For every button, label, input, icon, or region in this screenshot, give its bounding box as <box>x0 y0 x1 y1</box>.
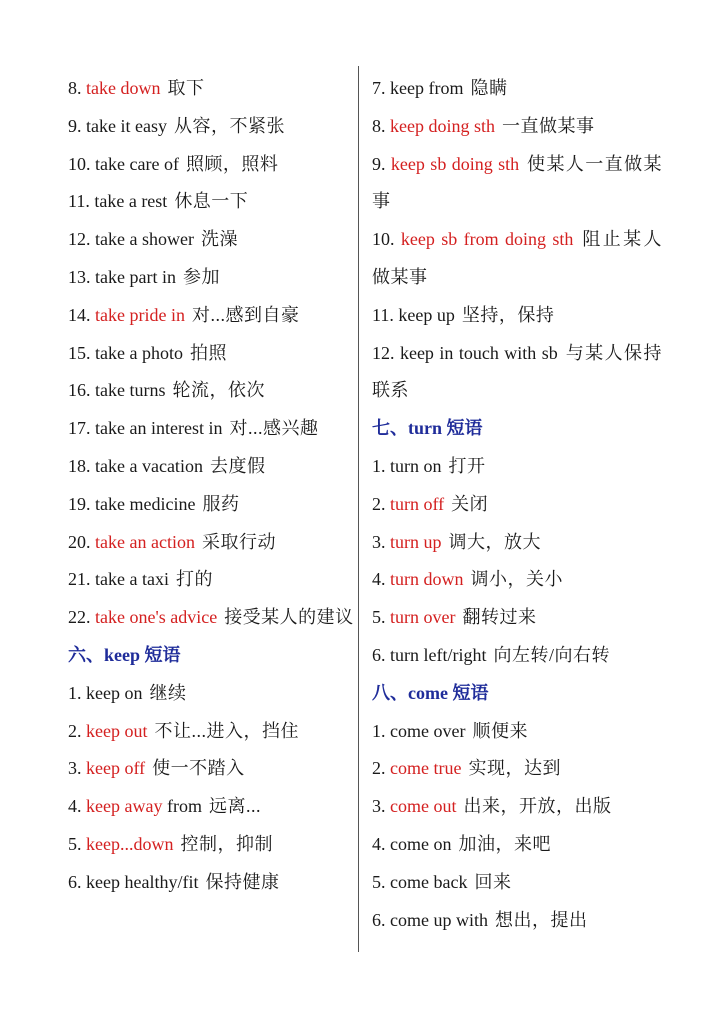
list-item: 7. keep from 隐瞒 <box>372 78 508 98</box>
turn-phrase-list <box>372 448 662 675</box>
list-item: 4. keep away from 远离... <box>68 796 261 817</box>
list-item: 6. turn left/right 向左转/向右转 <box>372 644 610 665</box>
right-column <box>372 70 662 939</box>
come-phrase-list <box>372 713 662 940</box>
list-item: 1. turn on 打开 <box>372 455 486 476</box>
list-item: 9. take it easy 从容，不紧张 <box>68 115 285 136</box>
list-item: 11. take a rest 休息一下 <box>68 191 249 212</box>
list-item: 18. take a vacation 去度假 <box>68 455 266 476</box>
list-item: 3. keep off 使一不踏入 <box>68 758 245 779</box>
column-divider <box>358 66 359 952</box>
list-item: 8. take down 取下 <box>68 78 205 98</box>
list-item: 5. come back 回来 <box>372 871 512 892</box>
list-item: 19. take medicine 服药 <box>68 493 240 514</box>
list-item: 5. turn over 翻转过来 <box>372 607 537 628</box>
list-item: 1. come over 顺便来 <box>372 720 528 741</box>
list-item: 13. take part in 参加 <box>68 266 220 287</box>
keep-phrase-list-continued <box>372 70 662 410</box>
list-item: 17. take an interest in 对...感兴趣 <box>68 418 319 439</box>
list-item: 2. keep out 不让...进入，挡住 <box>68 720 299 741</box>
list-item: 2. come true 实现，达到 <box>372 758 561 779</box>
list-item: 12. keep in touch with sb 与某人保持联系 <box>372 342 663 401</box>
list-item: 3. turn up 调大，放大 <box>372 531 541 552</box>
list-item: 4. come on 加油，来吧 <box>372 833 551 854</box>
section-heading-keep: 六、keep 短语 <box>68 644 181 665</box>
list-item: 6. come up with 想出，提出 <box>372 909 588 930</box>
list-item: 5. keep...down 控制，抑制 <box>68 833 273 854</box>
list-item: 22. take one's advice 接受某人的建议 <box>68 607 354 628</box>
list-item: 10. keep sb from doing sth 阻止某人做某事 <box>372 229 662 287</box>
list-item: 21. take a taxi 打的 <box>68 569 213 590</box>
list-item: 20. take an action 采取行动 <box>68 531 276 552</box>
section-heading-come: 八、come 短语 <box>372 682 489 703</box>
section-heading-turn: 七、turn 短语 <box>372 418 483 439</box>
list-item: 4. turn down 调小，关小 <box>372 569 563 590</box>
list-item: 10. take care of 照顾，照料 <box>68 153 279 174</box>
take-phrase-list <box>68 70 358 637</box>
list-item: 1. keep on 继续 <box>68 682 187 703</box>
list-item: 11. keep up 坚持，保持 <box>372 304 555 325</box>
list-item: 14. take pride in 对...感到自豪 <box>68 304 300 325</box>
list-item: 9. keep sb doing sth 使某人一直做某事 <box>372 153 663 212</box>
keep-phrase-list <box>68 675 358 902</box>
left-column <box>68 70 358 902</box>
list-item: 15. take a photo 拍照 <box>68 342 227 363</box>
list-item: 12. take a shower 洗澡 <box>68 229 238 250</box>
list-item: 16. take turns 轮流，依次 <box>68 380 265 401</box>
list-item: 6. keep healthy/fit 保持健康 <box>68 871 280 892</box>
list-item: 2. turn off 关闭 <box>372 493 489 514</box>
list-item: 8. keep doing sth 一直做某事 <box>372 115 595 136</box>
list-item: 3. come out 出来，开放，出版 <box>372 796 612 817</box>
